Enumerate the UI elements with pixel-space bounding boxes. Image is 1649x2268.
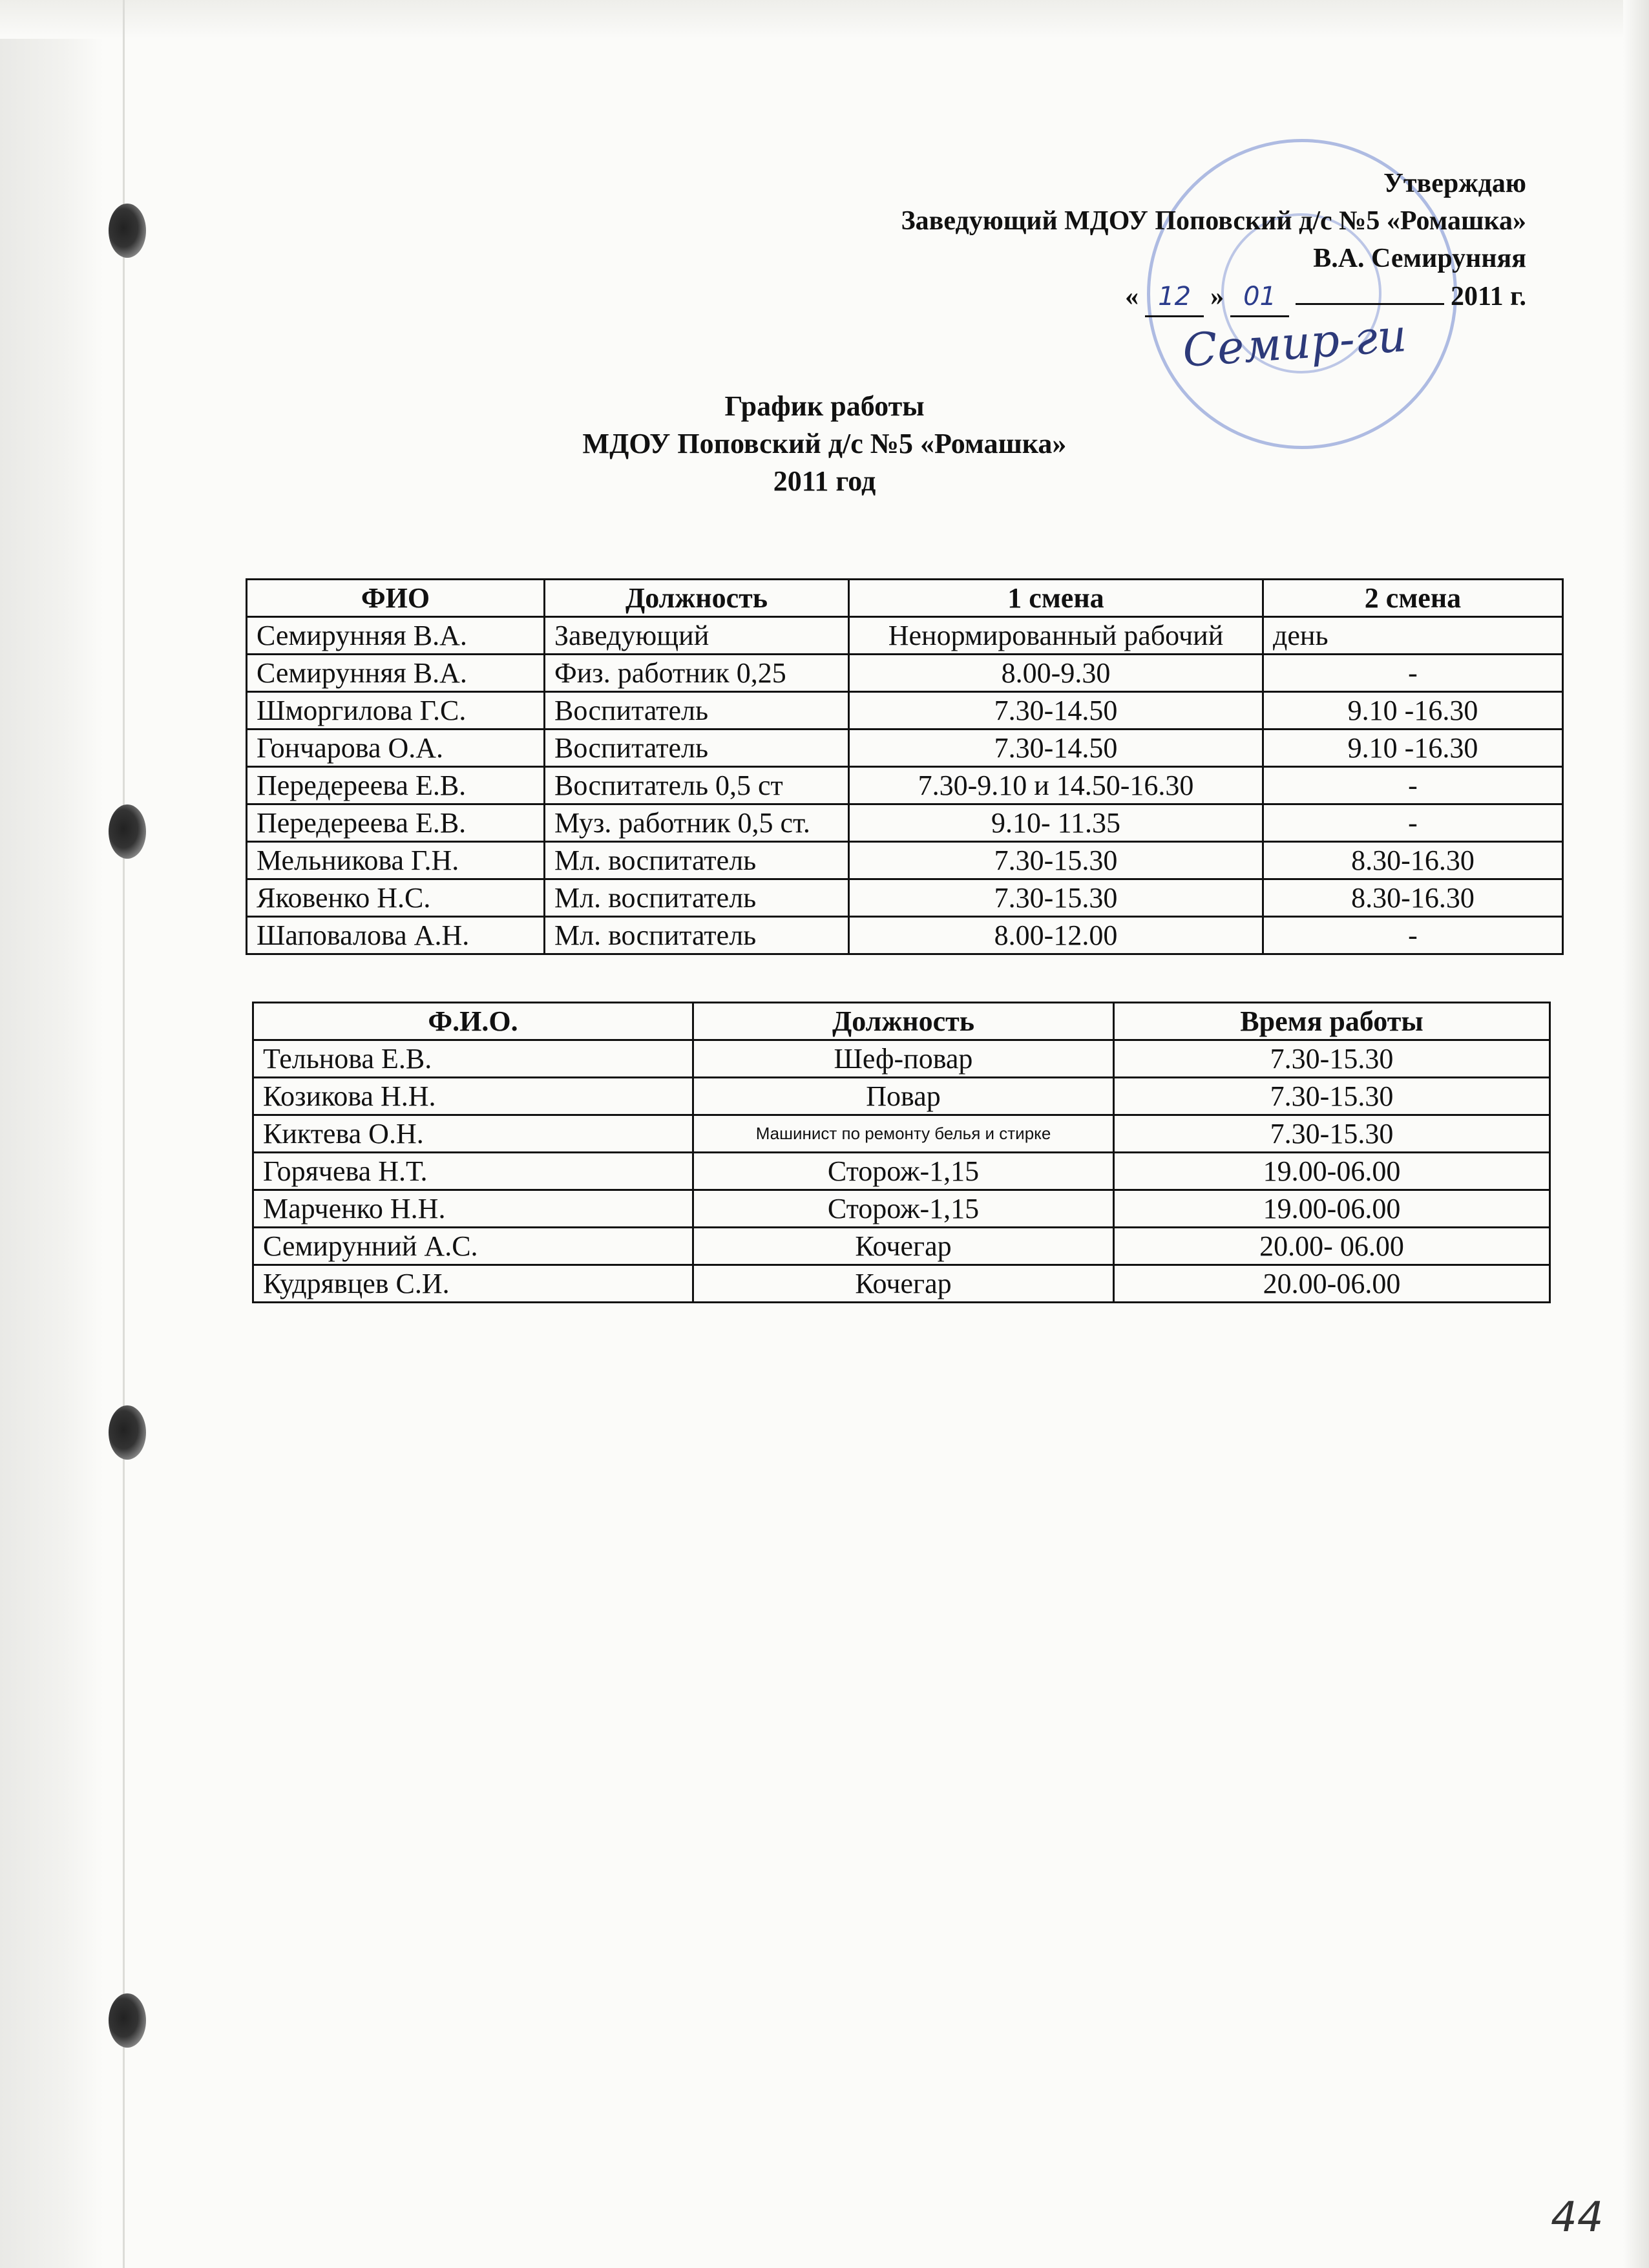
page-left-edge xyxy=(0,0,103,2268)
cell-shift-2: 8.30-16.30 xyxy=(1263,879,1563,917)
cell-position: Воспитатель 0,5 ст xyxy=(545,767,849,804)
date-year: 2011 г. xyxy=(1450,282,1526,311)
cell-position: Мл. воспитатель xyxy=(545,879,849,917)
cell-position: Физ. работник 0,25 xyxy=(545,655,849,692)
cell-fio: Шморгилова Г.С. xyxy=(247,692,545,730)
cell-fio: Горячева Н.Т. xyxy=(253,1153,693,1190)
date-month: 01 xyxy=(1230,278,1289,317)
punch-hole xyxy=(109,204,146,258)
cell-work-time: 19.00-06.00 xyxy=(1114,1190,1550,1228)
punch-hole xyxy=(109,1405,146,1460)
cell-fio: Семирунняя В.А. xyxy=(247,617,545,655)
table-row xyxy=(253,1040,1550,1078)
cell-position: Шеф-повар xyxy=(693,1040,1114,1078)
table-row xyxy=(253,1228,1550,1265)
cell-shift-1: 7.30-15.30 xyxy=(849,842,1263,879)
cell-shift-1: 7.30-9.10 и 14.50-16.30 xyxy=(849,767,1263,804)
cell-shift-1: 7.30-14.50 xyxy=(849,730,1263,767)
cell-shift-1: 8.00-12.00 xyxy=(849,917,1263,954)
cell-position: Воспитатель xyxy=(545,730,849,767)
cell-position: Муз. работник 0,5 ст. xyxy=(545,804,849,842)
table-row xyxy=(253,1115,1550,1153)
date-blank-line xyxy=(1296,277,1444,305)
cell-position: Кочегар xyxy=(693,1228,1114,1265)
cell-position: Сторож-1,15 xyxy=(693,1190,1114,1228)
schedule-table-1 xyxy=(246,578,1564,955)
punch-hole xyxy=(109,1993,146,2048)
header-fio: ФИО xyxy=(247,580,545,617)
table-header-row xyxy=(247,580,1563,617)
cell-fio: Семирунний А.С. xyxy=(253,1228,693,1265)
cell-fio: Тельнова Е.В. xyxy=(253,1040,693,1078)
cell-shift-2: - xyxy=(1263,655,1563,692)
cell-fio: Гончарова О.А. xyxy=(247,730,545,767)
cell-shift-1: 7.30-14.50 xyxy=(849,692,1263,730)
table-row xyxy=(253,1265,1550,1303)
table-row xyxy=(253,1153,1550,1190)
cell-fio: Марченко Н.Н. xyxy=(253,1190,693,1228)
title-line-3: 2011 год xyxy=(773,465,876,497)
table-row xyxy=(247,804,1563,842)
cell-shift-1: 9.10- 11.35 xyxy=(849,804,1263,842)
table-row xyxy=(247,917,1563,954)
cell-position: Повар xyxy=(693,1078,1114,1115)
cell-shift-1: 7.30-15.30 xyxy=(849,879,1263,917)
cell-shift-2: день xyxy=(1263,617,1563,655)
cell-position: Кочегар xyxy=(693,1265,1114,1303)
date-day: 12 xyxy=(1145,278,1204,317)
cell-position: Заведующий xyxy=(545,617,849,655)
cell-shift-2: - xyxy=(1263,917,1563,954)
date-open-quote: « xyxy=(1125,282,1139,311)
table-row xyxy=(253,1190,1550,1228)
cell-shift-2: 9.10 -16.30 xyxy=(1263,692,1563,730)
table-row xyxy=(247,655,1563,692)
cell-shift-1: 8.00-9.30 xyxy=(849,655,1263,692)
approval-block xyxy=(901,165,1526,317)
header-position: Должность xyxy=(545,580,849,617)
cell-fio: Шаповалова А.Н. xyxy=(247,917,545,954)
page-right-edge xyxy=(1623,0,1649,2268)
cell-fio: Семирунняя В.А. xyxy=(247,655,545,692)
approval-line-1: Утверждаю xyxy=(1383,169,1526,198)
approval-line-2: Заведующий МДОУ Поповский д/с №5 «Ромашка» xyxy=(901,206,1526,236)
cell-work-time: 7.30-15.30 xyxy=(1114,1078,1550,1115)
header-shift-1: 1 смена xyxy=(849,580,1263,617)
table-header-row xyxy=(253,1003,1550,1040)
cell-fio: Передереева Е.В. xyxy=(247,804,545,842)
schedule-table-2 xyxy=(252,1002,1551,1303)
title-line-1: График работы xyxy=(724,390,925,422)
header-position: Должность xyxy=(693,1003,1114,1040)
handwritten-signature: Семир-ги xyxy=(1181,308,1409,378)
cell-fio: Козикова Н.Н. xyxy=(253,1078,693,1115)
binding-line xyxy=(123,0,125,2268)
cell-work-time: 7.30-15.30 xyxy=(1114,1040,1550,1078)
approval-line-3: В.А. Семирунняя xyxy=(1313,244,1526,273)
approval-date xyxy=(901,277,1526,317)
cell-shift-2: - xyxy=(1263,804,1563,842)
page-top-edge xyxy=(0,0,1649,39)
title-line-2: МДОУ Поповский д/с №5 «Ромашка» xyxy=(582,428,1067,459)
table-row xyxy=(247,842,1563,879)
cell-work-time: 20.00-06.00 xyxy=(1114,1265,1550,1303)
date-close-quote: » xyxy=(1210,282,1224,311)
cell-fio: Яковенко Н.С. xyxy=(247,879,545,917)
page-number: 44 xyxy=(1551,2194,1604,2242)
cell-shift-2: 9.10 -16.30 xyxy=(1263,730,1563,767)
header-fio: Ф.И.О. xyxy=(253,1003,693,1040)
cell-position: Воспитатель xyxy=(545,692,849,730)
cell-work-time: 7.30-15.30 xyxy=(1114,1115,1550,1153)
document-title xyxy=(0,388,1649,500)
table-row xyxy=(253,1078,1550,1115)
cell-fio: Мельникова Г.Н. xyxy=(247,842,545,879)
cell-shift-2: - xyxy=(1263,767,1563,804)
cell-position: Сторож-1,15 xyxy=(693,1153,1114,1190)
header-shift-2: 2 смена xyxy=(1263,580,1563,617)
table-row xyxy=(247,879,1563,917)
cell-fio: Передереева Е.В. xyxy=(247,767,545,804)
cell-position: Мл. воспитатель xyxy=(545,917,849,954)
cell-shift-1: Ненормированный рабочий xyxy=(849,617,1263,655)
cell-fio: Кудрявцев С.И. xyxy=(253,1265,693,1303)
cell-work-time: 19.00-06.00 xyxy=(1114,1153,1550,1190)
table-row xyxy=(247,767,1563,804)
punch-hole xyxy=(109,804,146,859)
header-work-time: Время работы xyxy=(1114,1003,1550,1040)
table-row xyxy=(247,730,1563,767)
cell-fio: Киктева О.Н. xyxy=(253,1115,693,1153)
table-row xyxy=(247,692,1563,730)
table-row xyxy=(247,617,1563,655)
cell-position: Машинист по ремонту белья и стирке xyxy=(693,1115,1114,1153)
cell-position: Мл. воспитатель xyxy=(545,842,849,879)
cell-shift-2: 8.30-16.30 xyxy=(1263,842,1563,879)
cell-work-time: 20.00- 06.00 xyxy=(1114,1228,1550,1265)
